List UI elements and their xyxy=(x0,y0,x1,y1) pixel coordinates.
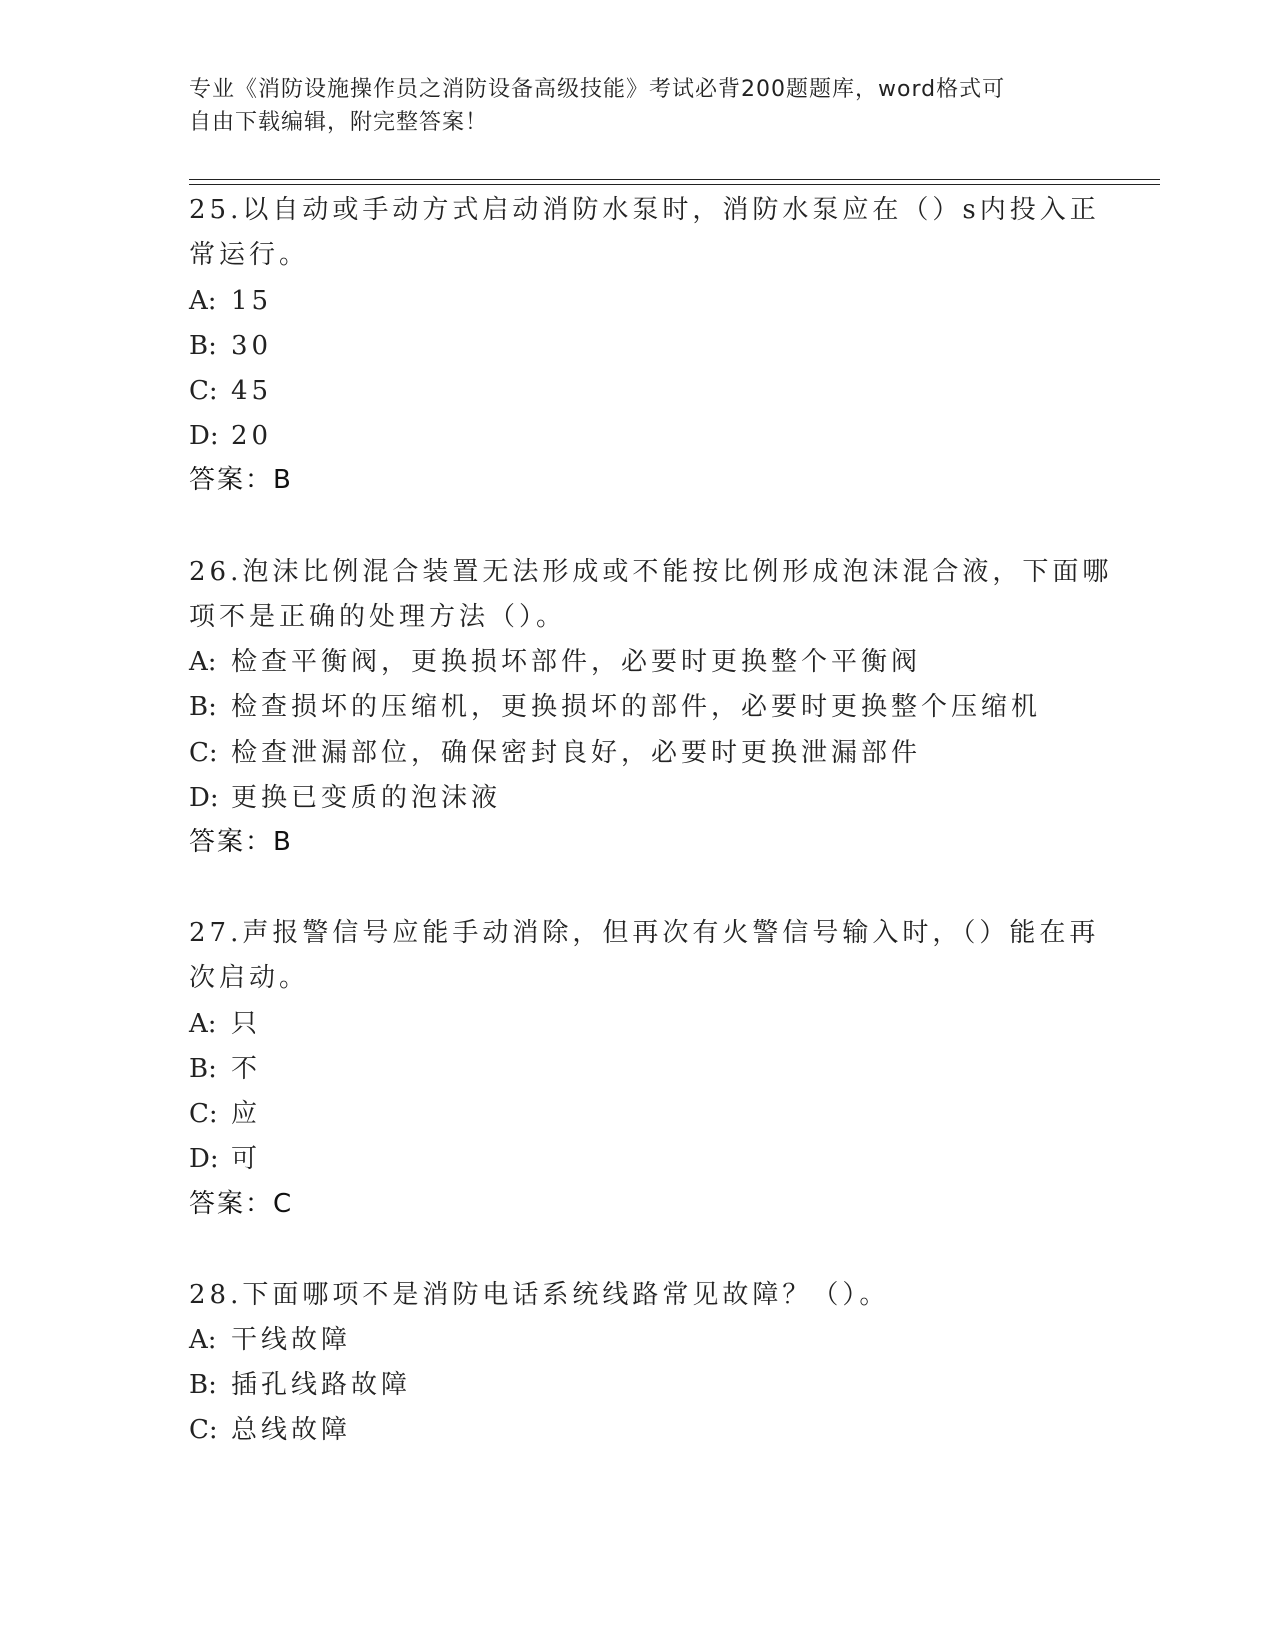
option-letter: B: xyxy=(189,1054,217,1084)
option-letter: C: xyxy=(189,738,218,768)
option-text: 应 xyxy=(231,1099,262,1129)
option-letter: D: xyxy=(189,1144,219,1174)
option-c xyxy=(189,374,272,408)
option-letter: B: xyxy=(189,331,217,361)
option-b xyxy=(189,1052,261,1086)
option-a xyxy=(189,284,272,318)
option-letter: B: xyxy=(189,1370,217,1400)
header-line-2: 自由下载编辑，附完整答案！ xyxy=(189,110,489,135)
option-text: 干线故障 xyxy=(231,1325,352,1355)
header-divider-bottom xyxy=(189,184,1160,185)
option-text: 检查泄漏部位，确保密封良好，必要时更换泄漏部件 xyxy=(231,738,922,768)
header-divider-top xyxy=(189,179,1160,180)
question-stem-line: 常运行。 xyxy=(189,240,310,270)
option-letter: C: xyxy=(189,1099,218,1129)
option-c xyxy=(189,736,921,770)
option-letter: B: xyxy=(189,692,217,722)
question-stem-line: 项不是正确的处理方法（）。 xyxy=(189,602,567,632)
header-line-1: 专业《消防设施操作员之消防设备高级技能》考试必背200题题库，word格式可 xyxy=(189,77,1006,102)
option-text: 不 xyxy=(231,1054,262,1084)
option-text: 30 xyxy=(231,331,273,361)
option-b xyxy=(189,690,1041,724)
option-b xyxy=(189,1368,411,1402)
answer-line: 答案：C xyxy=(189,1189,294,1219)
option-letter: D: xyxy=(189,421,219,451)
question-stem-line: 28.下面哪项不是消防电话系统线路常见故障？（）。 xyxy=(189,1280,890,1310)
option-text: 总线故障 xyxy=(231,1415,352,1445)
answer-line: 答案：B xyxy=(189,827,293,857)
option-d xyxy=(189,1142,261,1176)
option-letter: C: xyxy=(189,1415,218,1445)
option-c xyxy=(189,1413,351,1447)
question-stem-line: 26.泡沫比例混合装置无法形成或不能按比例形成泡沫混合液，下面哪 xyxy=(189,557,1113,587)
option-letter: A: xyxy=(189,286,217,316)
option-a xyxy=(189,1007,261,1041)
option-text: 20 xyxy=(231,421,273,451)
option-text: 检查损坏的压缩机，更换损坏的部件，必要时更换整个压缩机 xyxy=(231,692,1042,722)
option-text: 插孔线路故障 xyxy=(231,1370,412,1400)
option-a xyxy=(189,1323,351,1357)
option-d xyxy=(189,781,501,815)
option-a xyxy=(189,645,921,679)
option-text: 15 xyxy=(231,286,273,316)
option-text: 只 xyxy=(231,1009,262,1039)
option-letter: C: xyxy=(189,376,218,406)
option-c xyxy=(189,1097,261,1131)
question-stem-line: 27.声报警信号应能手动消除，但再次有火警信号输入时，（）能在再 xyxy=(189,918,1100,948)
option-text: 45 xyxy=(231,376,273,406)
option-d xyxy=(189,419,272,453)
question-stem-line: 次启动。 xyxy=(189,963,310,993)
option-letter: A: xyxy=(189,647,217,677)
document-header xyxy=(189,73,1089,139)
answer-line: 答案：B xyxy=(189,465,293,495)
option-b xyxy=(189,329,272,363)
option-letter: A: xyxy=(189,1325,217,1355)
option-text: 更换已变质的泡沫液 xyxy=(231,783,502,813)
option-text: 检查平衡阀，更换损坏部件，必要时更换整个平衡阀 xyxy=(231,647,922,677)
option-letter: D: xyxy=(189,783,219,813)
option-letter: A: xyxy=(189,1009,217,1039)
option-text: 可 xyxy=(231,1144,262,1174)
question-stem-line: 25.以自动或手动方式启动消防水泵时，消防水泵应在（）s内投入正 xyxy=(189,195,1100,225)
